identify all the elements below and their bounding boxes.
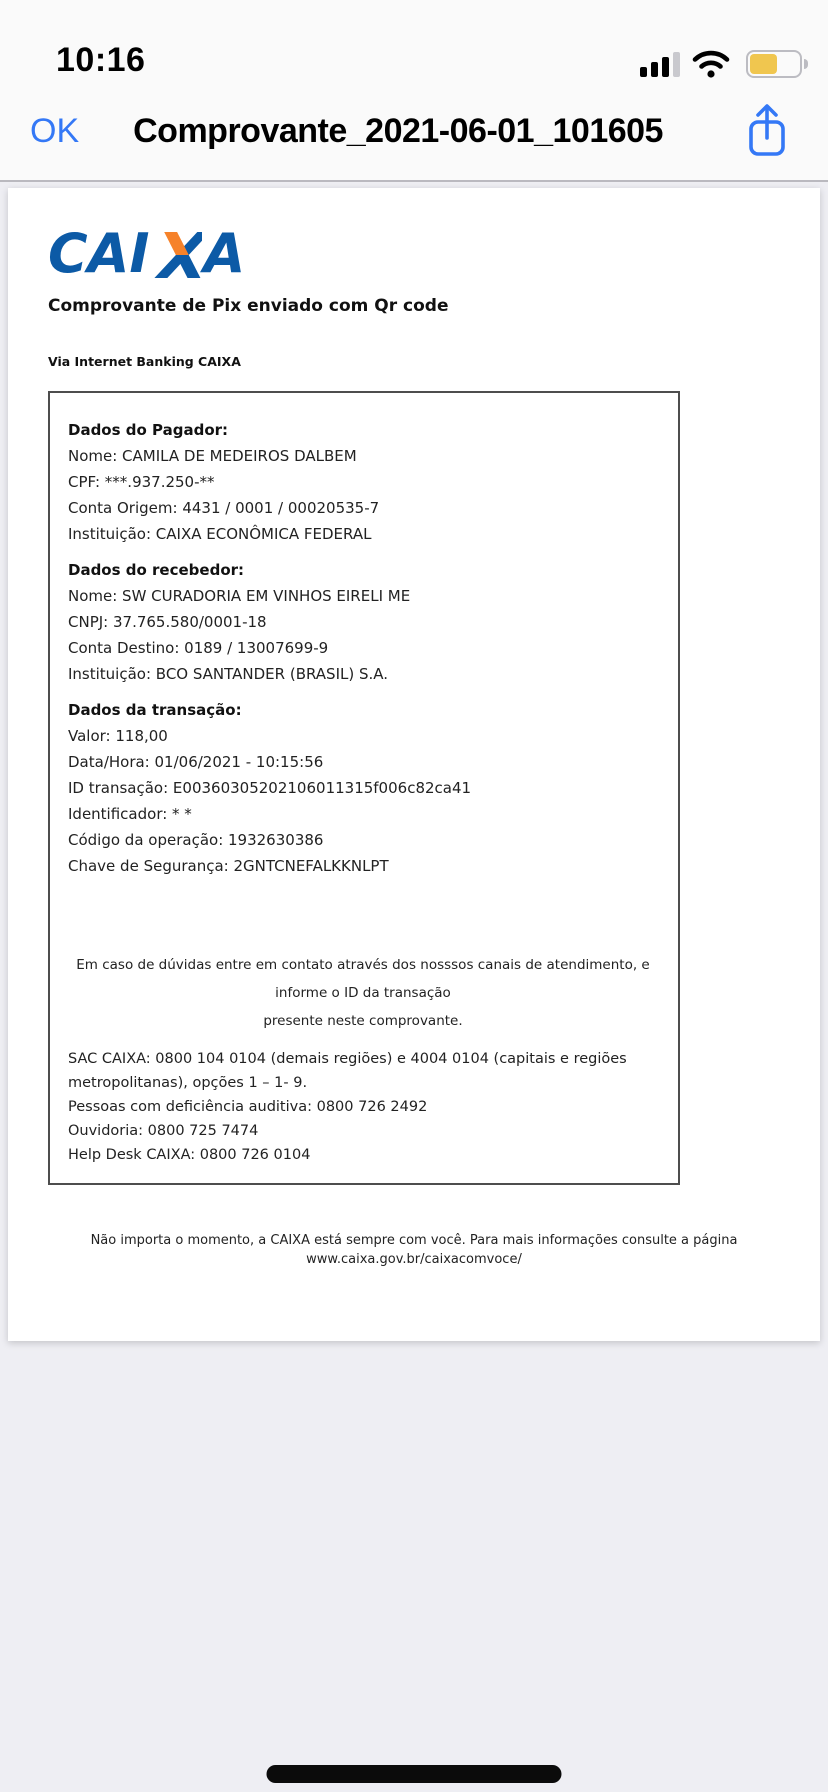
support-note-line1: Em caso de dúvidas entre em contato através dos nosssos canais de atendimento, e informe o ID da transação <box>76 957 650 1001</box>
document-scroll-area[interactable] <box>0 182 828 1792</box>
signal-bar <box>640 67 647 77</box>
status-icons <box>640 50 802 80</box>
receiver-name: Nome: SW CURADORIA EM VINHOS EIRELI ME <box>68 587 411 605</box>
receiver-cnpj: CNPJ: 37.765.580/0001-18 <box>68 613 267 631</box>
battery-level <box>750 54 777 74</box>
transaction-value: Valor: 118,00 <box>68 727 168 745</box>
transaction-section <box>68 697 658 879</box>
receipt-heading: Comprovante de Pix enviado com Qr code <box>48 296 449 316</box>
payer-institution: Instituição: CAIXA ECONÔMICA FEDERAL <box>68 525 372 543</box>
receipt-page <box>8 188 820 1341</box>
contact-ombudsman: Ouvidoria: 0800 725 7474 <box>68 1123 259 1139</box>
contact-hearing-impaired: Pessoas com deficiência auditiva: 0800 726 2492 <box>68 1099 428 1115</box>
spacer <box>68 889 658 951</box>
caixa-logo-text-left: CAI <box>48 222 150 285</box>
receiver-account: Conta Destino: 0189 / 13007699-9 <box>68 639 329 657</box>
transaction-identifier: Identificador: * * <box>68 805 192 823</box>
navigation-bar <box>0 88 828 182</box>
payer-account: Conta Origem: 4431 / 0001 / 00020535-7 <box>68 499 380 517</box>
document-title: Comprovante_2021-06-01_101605 <box>133 111 663 150</box>
footer-note <box>48 1231 780 1269</box>
signal-bar <box>662 57 669 77</box>
top-chrome <box>0 0 828 182</box>
payer-heading: Dados do Pagador: <box>68 421 229 439</box>
support-note <box>68 951 658 1035</box>
receiver-section <box>68 557 658 687</box>
contact-helpdesk: Help Desk CAIXA: 0800 726 0104 <box>68 1147 311 1163</box>
receiver-heading: Dados do recebedor: <box>68 561 245 579</box>
signal-bar <box>673 52 680 77</box>
receipt-box <box>48 391 680 1185</box>
receiver-institution: Instituição: BCO SANTANDER (BRASIL) S.A. <box>68 665 389 683</box>
support-note-line2: presente neste comprovante. <box>263 1013 463 1029</box>
caixa-logo <box>48 222 780 285</box>
caixa-logo-x-icon <box>154 232 202 278</box>
battery-icon <box>746 50 802 78</box>
battery-cap <box>804 59 808 69</box>
transaction-heading: Dados da transação: <box>68 701 242 719</box>
footer-note-line2: www.caixa.gov.br/caixacomvoce/ <box>306 1252 522 1267</box>
transaction-datetime: Data/Hora: 01/06/2021 - 10:15:56 <box>68 753 324 771</box>
footer-note-line1: Não importa o momento, a CAIXA está sempre com você. Para mais informações consulte a página <box>90 1233 738 1248</box>
transaction-id: ID transação: E00360305202106011315f006c82ca41 <box>68 779 472 797</box>
payer-section <box>68 417 658 547</box>
home-indicator[interactable] <box>267 1765 562 1783</box>
wifi-icon <box>692 50 730 78</box>
share-icon[interactable] <box>742 100 792 162</box>
transaction-operation-code: Código da operação: 1932630386 <box>68 831 324 849</box>
signal-bar <box>651 62 658 77</box>
cellular-signal-icon <box>640 51 680 77</box>
contact-list <box>68 1047 658 1167</box>
ok-button[interactable]: OK <box>30 111 80 150</box>
caixa-logo-text-right: A <box>203 222 246 285</box>
transaction-security-key: Chave de Segurança: 2GNTCNEFALKKNLPT <box>68 857 389 875</box>
channel-line: Via Internet Banking CAIXA <box>48 354 241 369</box>
payer-name: Nome: CAMILA DE MEDEIROS DALBEM <box>68 447 357 465</box>
status-bar <box>0 0 828 88</box>
contact-sac: SAC CAIXA: 0800 104 0104 (demais regiões) e 4004 0104 (capitais e regiões metropolitanas), opções 1 – 1- 9. <box>68 1051 627 1091</box>
status-time: 10:16 <box>56 41 146 79</box>
payer-cpf: CPF: ***.937.250-** <box>68 473 215 491</box>
